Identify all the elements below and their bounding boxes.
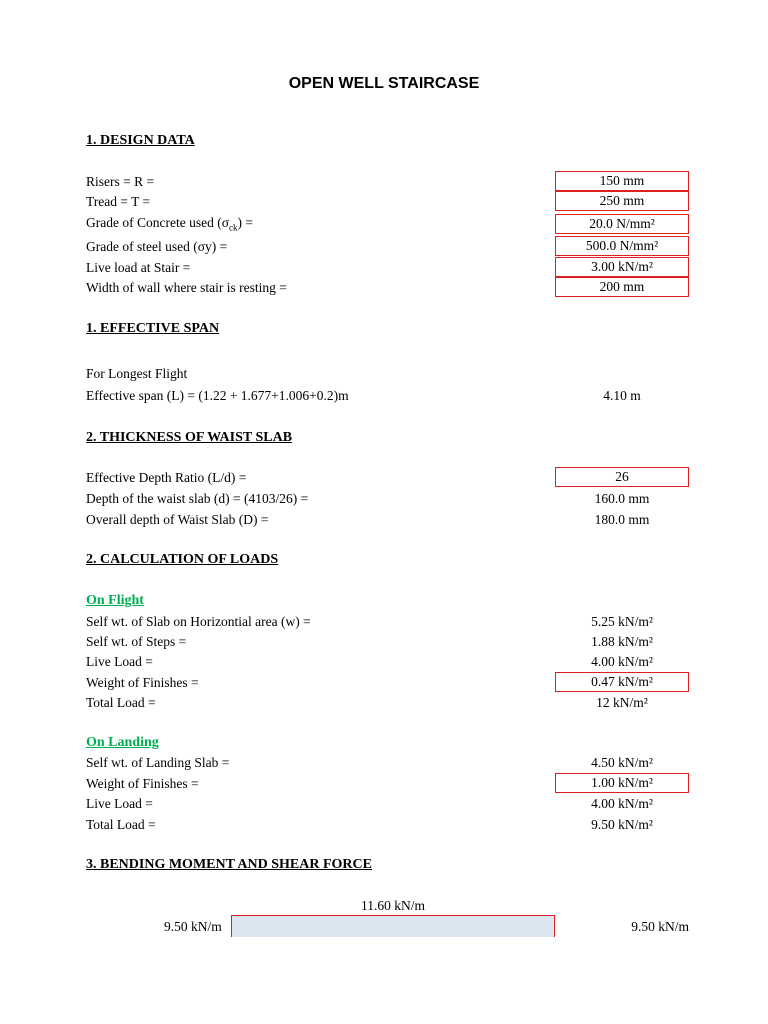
value-effective-span: 4.10 m	[603, 388, 641, 403]
section-heading-design-data: 1. DESIGN DATA	[86, 133, 195, 148]
value-landing-total-load: 9.50 kN/m²	[591, 817, 653, 832]
label-overall-depth: Overall depth of Waist Slab (D) =	[86, 512, 269, 527]
label-tread: Tread = T =	[86, 194, 151, 209]
input-live-load[interactable]: 3.00 kN/m²	[555, 257, 689, 277]
label-risers: Risers = R =	[86, 174, 155, 189]
left-load-label: 9.50 kN/m	[164, 919, 222, 934]
text-longest-flight: For Longest Flight	[86, 366, 188, 381]
label-flight-total-load: Total Load =	[86, 695, 156, 710]
page-title: OPEN WELL STAIRCASE	[288, 75, 480, 92]
label-landing-self-wt: Self wt. of Landing Slab =	[86, 755, 230, 770]
label-concrete-grade	[86, 215, 253, 233]
label-concrete-grade-text: Grade of Concrete used (σ	[86, 215, 229, 230]
input-flight-finishes[interactable]: 0.47 kN/m²	[555, 672, 689, 692]
section-heading-bending: 3. BENDING MOMENT AND SHEAR FORCE	[86, 857, 372, 872]
label-landing-live-load: Live Load =	[86, 796, 153, 811]
label-steel-grade: Grade of steel used (σy) =	[86, 239, 228, 254]
section-heading-loads: 2. CALCULATION OF LOADS	[86, 552, 279, 567]
label-flight-self-wt-slab: Self wt. of Slab on Horizontial area (w) =	[86, 614, 311, 629]
value-flight-live-load: 4.00 kN/m²	[591, 654, 653, 669]
label-live-load: Live load at Stair =	[86, 260, 191, 275]
center-load-label: 11.60 kN/m	[361, 898, 425, 913]
label-effective-span: Effective span (L) = (1.22 + 1.677+1.006+0.2)m	[86, 388, 349, 403]
label-flight-finishes: Weight of Finishes =	[86, 675, 199, 690]
label-flight-live-load: Live Load =	[86, 654, 153, 669]
right-load-label: 9.50 kN/m	[631, 919, 689, 934]
value-waist-depth: 160.0 mm	[594, 491, 650, 506]
label-waist-depth: Depth of the waist slab (d) = (4103/26) =	[86, 491, 309, 506]
section-heading-thickness: 2. THICKNESS OF WAIST SLAB	[86, 430, 293, 445]
value-landing-live-load: 4.00 kN/m²	[591, 796, 653, 811]
label-landing-finishes: Weight of Finishes =	[86, 776, 199, 791]
value-landing-self-wt: 4.50 kN/m²	[591, 755, 653, 770]
distributed-load-bar	[231, 915, 555, 937]
label-concrete-grade-suffix: ) =	[237, 215, 253, 230]
label-landing-total-load: Total Load =	[86, 817, 156, 832]
value-overall-depth: 180.0 mm	[594, 512, 650, 527]
input-risers[interactable]: 150 mm	[555, 171, 689, 191]
input-tread[interactable]: 250 mm	[555, 191, 689, 211]
label-depth-ratio: Effective Depth Ratio (L/d) =	[86, 470, 247, 485]
input-wall-width[interactable]: 200 mm	[555, 277, 689, 297]
subheading-on-landing: On Landing	[86, 735, 159, 750]
value-flight-self-wt-steps: 1.88 kN/m²	[591, 634, 653, 649]
label-concrete-grade-subscript: ck	[228, 222, 238, 233]
value-flight-total-load: 12 kN/m²	[596, 695, 648, 710]
input-steel-grade[interactable]: 500.0 N/mm²	[555, 236, 689, 256]
section-heading-effective-span: 1. EFFECTIVE SPAN	[86, 321, 220, 336]
input-concrete-grade[interactable]: 20.0 N/mm²	[555, 214, 689, 234]
input-depth-ratio[interactable]: 26	[555, 467, 689, 487]
input-landing-finishes[interactable]: 1.00 kN/m²	[555, 773, 689, 793]
label-wall-width: Width of wall where stair is resting =	[86, 280, 287, 295]
value-flight-self-wt-slab: 5.25 kN/m²	[591, 614, 653, 629]
subheading-on-flight: On Flight	[86, 593, 144, 608]
label-flight-self-wt-steps: Self wt. of Steps =	[86, 634, 187, 649]
